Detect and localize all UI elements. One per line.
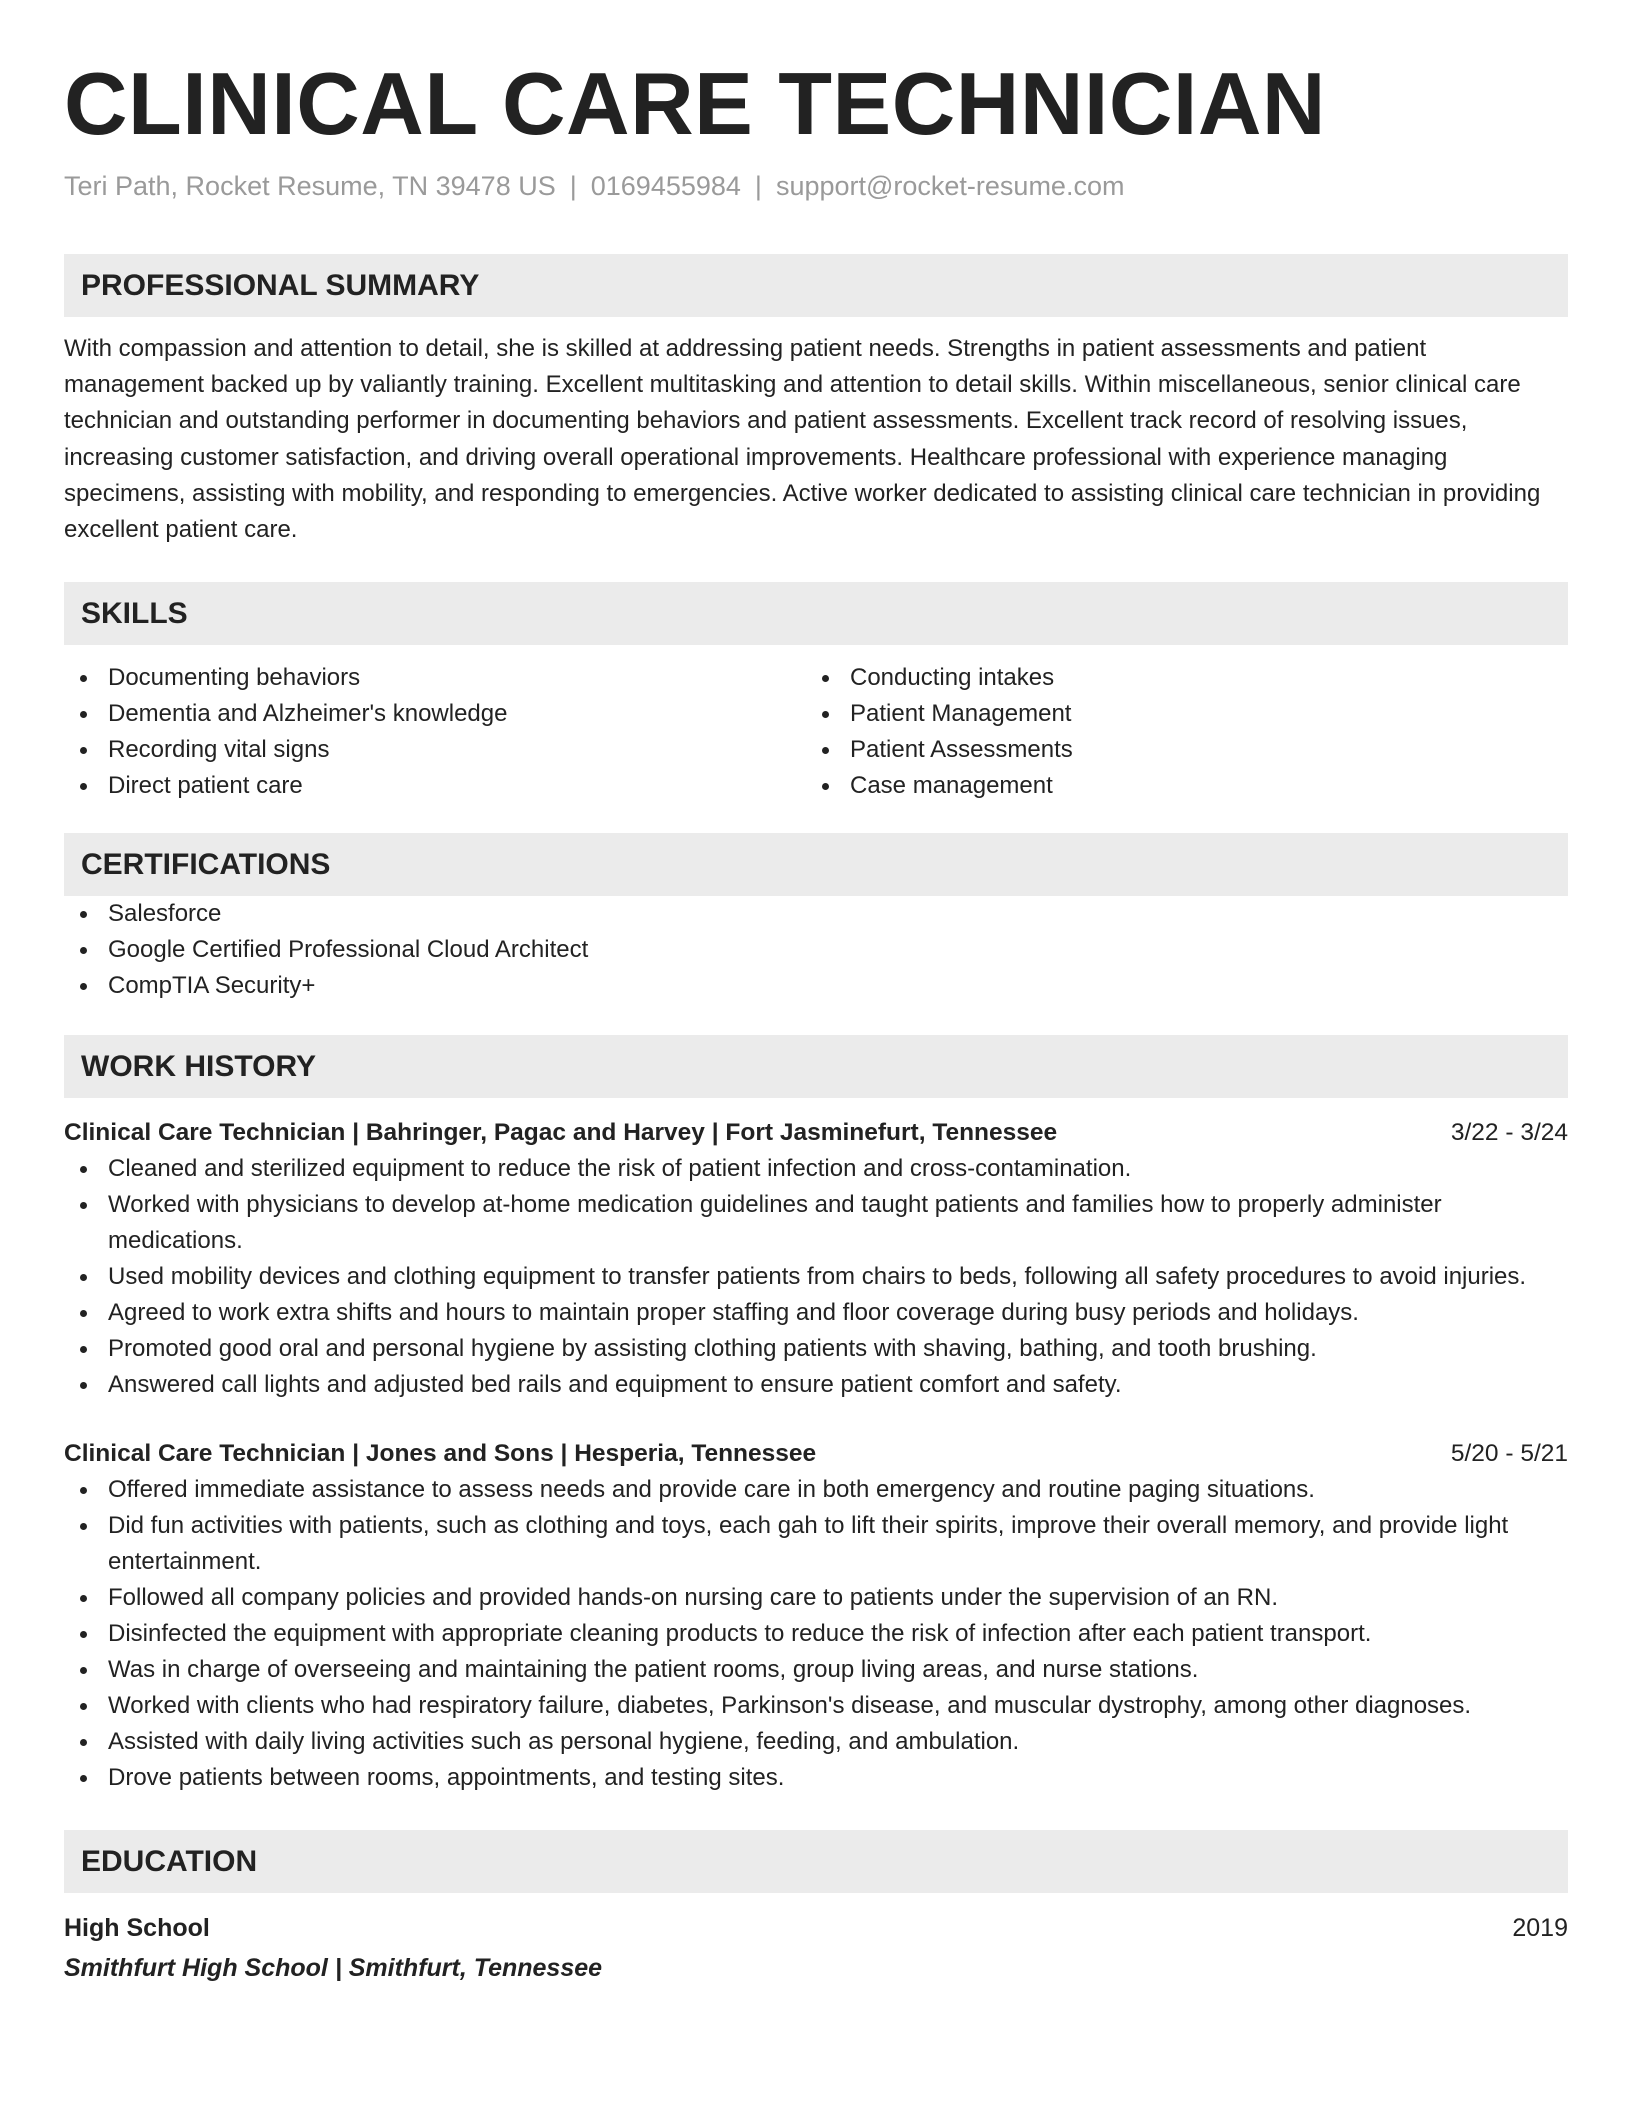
skill-item: Dementia and Alzheimer's knowledge [64,696,806,732]
job-duty-item: Agreed to work extra shifts and hours to maintain proper staffing and floor coverage during busy periods and holidays. [64,1295,1568,1331]
skill-item: Patient Assessments [806,732,1548,768]
summary-paragraph: With compassion and attention to detail, she is skilled at addressing patient needs. Strengths in patient assessments and patient management backed up by valiantly training. Excellent multitasking and attention to detail skills. Within miscellaneous, senior clinical care technician and outstanding performer in documenting behaviors and patient assessments. Excellent track record of resolving issues, increasing customer satisfaction, and driving overall operational improvements. Healthcare professional with experience managing specimens, assisting with mobility, and responding to emergencies. Active worker dedicated to assisting clinical care technician in providing excellent patient care. [64,335,1541,544]
job-title: Clinical Care Technician | Jones and Sons | Hesperia, Tennessee [64,1440,817,1468]
skills-list-left [64,660,806,804]
job-duty-item: Answered call lights and adjusted bed rails and equipment to ensure patient comfort and safety. [64,1367,1568,1403]
resume-name-heading: CLINICAL CARE TECHNICIAN [64,54,1326,153]
job-duty-item: Offered immediate assistance to assess needs and provide care in both emergency and routine paging situations. [64,1472,1568,1508]
section-heading-work-history: WORK HISTORY [64,1035,1568,1098]
job-duty-item: Worked with clients who had respiratory failure, diabetes, Parkinson's disease, and muscular dystrophy, among other diagnoses. [64,1688,1568,1724]
job-duty-item: Was in charge of overseeing and maintaining the patient rooms, group living areas, and nurse stations. [64,1652,1568,1688]
job-dates: 5/20 - 5/21 [1450,1440,1568,1468]
skills-grid [64,660,1568,804]
contact-phone: 0169455984 [590,171,741,201]
certification-item: Salesforce [64,896,1568,932]
job-title: Clinical Care Technician | Bahringer, Pagac and Harvey | Fort Jasminefurt, Tennessee [64,1119,1058,1147]
job-duties-list [64,1472,1568,1796]
education-header [64,1910,1568,1946]
contact-line [64,168,1568,204]
certifications-list [64,896,1568,1004]
contact-separator: | [754,171,762,201]
job-header [64,1115,1568,1151]
education-degree: High School [64,1914,210,1943]
contact-address: Teri Path, Rocket Resume, TN 39478 US [64,171,556,201]
contact-email: support@rocket-resume.com [775,171,1125,201]
contact-separator: | [569,171,577,201]
resume-page [64,54,1568,1986]
skill-item: Direct patient care [64,768,806,804]
job-duty-item: Assisted with daily living activities such as personal hygiene, feeding, and ambulation. [64,1724,1568,1760]
section-heading-education: EDUCATION [64,1830,1568,1893]
certification-item: Google Certified Professional Cloud Architect [64,932,1568,968]
job-duty-item: Cleaned and sterilized equipment to reduce the risk of patient infection and cross-contamination. [64,1151,1568,1187]
skills-list-right [806,660,1548,804]
education-year: 2019 [1512,1914,1568,1943]
job-header [64,1436,1568,1472]
skill-item: Recording vital signs [64,732,806,768]
section-heading-skills: SKILLS [64,582,1568,645]
section-heading-certifications: CERTIFICATIONS [64,833,1568,896]
job-duty-item: Drove patients between rooms, appointments, and testing sites. [64,1760,1568,1796]
job-duties-list [64,1151,1568,1403]
job-duty-item: Did fun activities with patients, such as clothing and toys, each gah to lift their spirits, improve their overall memory, and provide light entertainment. [64,1508,1568,1580]
job-duty-item: Promoted good oral and personal hygiene by assisting clothing patients with shaving, bathing, and tooth brushing. [64,1331,1568,1367]
certification-item: CompTIA Security+ [64,968,1568,1004]
job-duty-item: Disinfected the equipment with appropriate cleaning products to reduce the risk of infection after each patient transport. [64,1616,1568,1652]
job-dates: 3/22 - 3/24 [1450,1119,1568,1147]
section-heading-professional-summary: PROFESSIONAL SUMMARY [64,254,1568,317]
job-duty-item: Used mobility devices and clothing equipment to transfer patients from chairs to beds, following all safety procedures to avoid injuries. [64,1259,1568,1295]
skill-item: Patient Management [806,696,1548,732]
skill-item: Conducting intakes [806,660,1548,696]
education-school: Smithfurt High School | Smithfurt, Tennessee [64,1954,603,1983]
skill-item: Documenting behaviors [64,660,806,696]
skill-item: Case management [806,768,1548,804]
job-duty-item: Followed all company policies and provided hands-on nursing care to patients under the supervision of an RN. [64,1580,1568,1616]
job-duty-item: Worked with physicians to develop at-home medication guidelines and taught patients and families how to properly administer medications. [64,1187,1568,1259]
